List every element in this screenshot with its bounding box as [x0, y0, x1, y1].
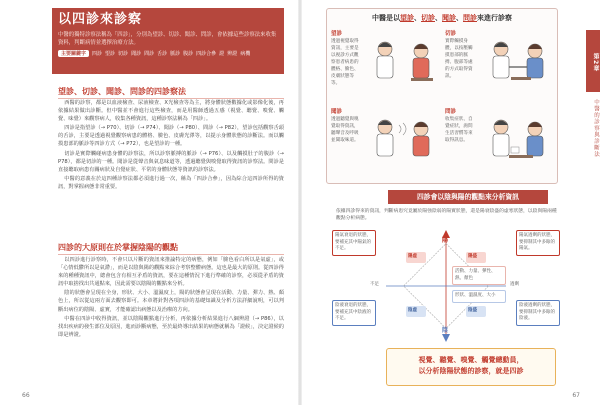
keyword-row	[58, 50, 278, 57]
paragraph: 陰的狀態會呈現在全身，形狀、大小、溫濕度上，陽的狀態會呈現在活動、力量、彈力、熱、顏色上，所以從這兩方面去觀察即可。本章將針對各項四診的基礎知識及分析方法詳細說明，可以判斷出病位的陰陽、虛實，才能確認出病態以及治療的方向。	[58, 290, 284, 313]
yang-excess-label: 陽盛	[466, 252, 486, 263]
quadrant-desc: 透過視覺取得資訊，主要是以視診方式觀察患者病患的體格、臉色、皮膚狀態等等。	[331, 39, 359, 86]
keyword-label: 主要關鍵字	[58, 50, 89, 57]
yin-traits: 形狀、溫濕度、大小	[452, 290, 506, 303]
listening-illustration	[367, 111, 441, 179]
section-body	[58, 256, 284, 388]
quadrant-desc: 實際觸摸身體，以按壓觸摸患部的脈搏、腹部等處的方式取得資訊。	[445, 39, 473, 79]
doctor-observing-illustration	[367, 33, 441, 101]
yin-label: 陰	[442, 327, 449, 334]
keyword: 問診	[144, 51, 155, 57]
paragraph: 西醫的診察，都是以血液檢查、尿液檢查、X光檢查等為主，將身體狀態數據化或影像化後，再依據結果做出診斷。但中醫並不會進行這些檢查，而是用醫師透過五感（視覺、聽覺、嗅覺、觸覺、味覺）來觀察病人，收集各種資訊，這種診察法稱為「四診」。	[58, 100, 284, 123]
paragraph: 切診是實際觸碰病患身體的診察法，所以診察脈搏的脈診（→ P76）、以及觸摸肚子的腹診（→ P78），都是切診的一種。聞診是從聲音與氣息味道等，透過聽覺與嗅覺取得資訊的診察法。問診是直接聽取病患有關病狀及自覺症狀、平常的身體狀態等資訊的診察法。	[58, 150, 284, 173]
keyword: 四診合參	[196, 51, 217, 57]
excess-axis-label: 過剩	[510, 282, 519, 287]
quadrant-desc: 收集症狀、自覺症狀，詢問生活習慣等來取得訊息。	[445, 117, 473, 143]
quadrant-inquiry	[445, 107, 557, 183]
keyword: 四診	[92, 51, 103, 57]
yin-deficiency-label: 陰虛	[406, 306, 426, 317]
yang-traits: 活動、力量、彈性、熱、顏色	[452, 266, 506, 285]
paragraph: 中醫的意義在於這四種診察法都必須進行過一次，稱為「四診合參」，因為綜合這四診所得的資訊，對掌握病態非常重要。	[58, 175, 284, 190]
section-heading: 望診、切診、聞診、問診的四診察法	[58, 86, 284, 99]
panel-title: 中醫是以望診、切診、聞診、問診來進行診察	[372, 14, 512, 22]
yin-excess-note: 陰液過剩的狀態，要抑制其中多餘的陰液。	[516, 300, 560, 326]
paragraph: 四診是指望診（→ P70）、切診（→ P74）、聞診（→ P80）、問診（→ P82），望診包括觀察舌頭的舌診，主要是透過視覺觀察病患的體格、臉色、皮膚光澤等，以提示身體狀態的診斷法。而以觸摸患部的脈診等四診方式（→ P72），也是望診的一種。	[58, 125, 284, 148]
keyword: 病機	[240, 51, 251, 57]
keyword: 證	[219, 51, 225, 57]
yin-deficiency-note: 陰液衰退的狀態，要補充其中陰液的不足。	[332, 300, 376, 326]
keyword: 舌診	[157, 51, 168, 57]
page-title: 以四診來診察	[58, 12, 143, 27]
chapter-subtitle: 中醫的診察與診斷法	[593, 99, 599, 158]
summary-line: 以分析陰陽狀態的診察，就是四診	[418, 367, 524, 375]
quadrant-desc: 透過聽覺與嗅覺取得資訊，聽聲音及呼吸並聞取味道。	[331, 117, 359, 143]
four-diagnoses-panel	[326, 8, 558, 184]
paragraph: 中醫在四診中收得資訊，並以陰陽觀點進行分析，再依據分析結果進行八綱辨證（→ P86），以找出疾病的發生部位及原因，進而診斷病態，至於最終導出結果的病態就稱為「證候」，決定證候的即是辨證。	[58, 315, 284, 338]
quadrant-title: 望診	[331, 31, 343, 37]
paragraph: 以四診進行診察時，不會只以片斷的資訊來推論特定的病態，例如「臉色看白所以是氣虛」，或「心情低鬱所以是氣滯」，而是以陰與陽的觀點來綜合考察整體病態。這也是最大的原則。從四診得來的種種資訊中，總會包含有相互矛盾的資訊，要在這種情況下進行準確的診察，必須從矛盾的資訊中取捨找出共通點來，因此需要以陰陽的觀點來分析。	[58, 257, 284, 288]
yang-excess-note: 陽氣過剩的狀態，要抑制其中多餘的陽氣。	[516, 230, 560, 256]
chapter-tab: 第2章	[586, 30, 600, 92]
keyword: 聞診	[131, 51, 142, 57]
keyword: 切診	[118, 51, 129, 57]
yang-deficiency-label: 陽虛	[406, 252, 426, 263]
right-page	[302, 0, 600, 405]
quadrant-listening	[331, 107, 443, 183]
yin-yang-section-title: 四診會以陰與陽的觀點來分析資訊	[388, 190, 548, 204]
section-heading: 四診的大原則在於掌握陰陽的觀點	[58, 242, 284, 255]
quadrant-title: 聞診	[331, 109, 343, 115]
chapter-header	[52, 8, 284, 74]
summary-box	[386, 348, 556, 386]
keyword: 脈診	[170, 51, 181, 57]
left-page	[0, 0, 298, 405]
keyword: 望診	[105, 51, 116, 57]
section-body	[58, 99, 284, 239]
yin-yang-diagram	[332, 226, 560, 344]
page-number: 67	[572, 392, 580, 399]
keyword: 腹診	[183, 51, 194, 57]
summary-line: 視覺、聽覺、嗅覺、觸覺總動員，	[418, 356, 524, 364]
quadrant-title: 問診	[445, 109, 457, 115]
intro-text: 中醫的獨特診察法稱為「四診」，分別為望診、切診、聞診、問診，會依據這些診察法來收集資料，判斷病情並選擇治療方法。	[58, 32, 277, 46]
keyword: 辨證	[227, 51, 238, 57]
yang-deficiency-note: 陽氣衰退的狀態，要補充其中陽氣的不足。	[332, 230, 376, 256]
quadrant-palpation	[445, 29, 557, 105]
questioning-illustration	[481, 111, 555, 179]
deficient-axis-label: 不足	[370, 282, 379, 287]
pulse-taking-illustration	[481, 33, 555, 101]
page-number: 66	[22, 392, 30, 399]
quadrant-inspection	[331, 29, 443, 105]
yang-label: 陽	[442, 237, 449, 244]
yin-yang-intro: 依據四診得來的資訊，判斷病患究竟屬於陽強陰弱的陽實狀態，還是陽衰陰盛的虛寒狀態，以陰與陽兩種觀點分析病態。	[336, 209, 557, 221]
quadrant-title: 切診	[445, 31, 457, 37]
yin-excess-label: 陰盛	[466, 306, 486, 317]
